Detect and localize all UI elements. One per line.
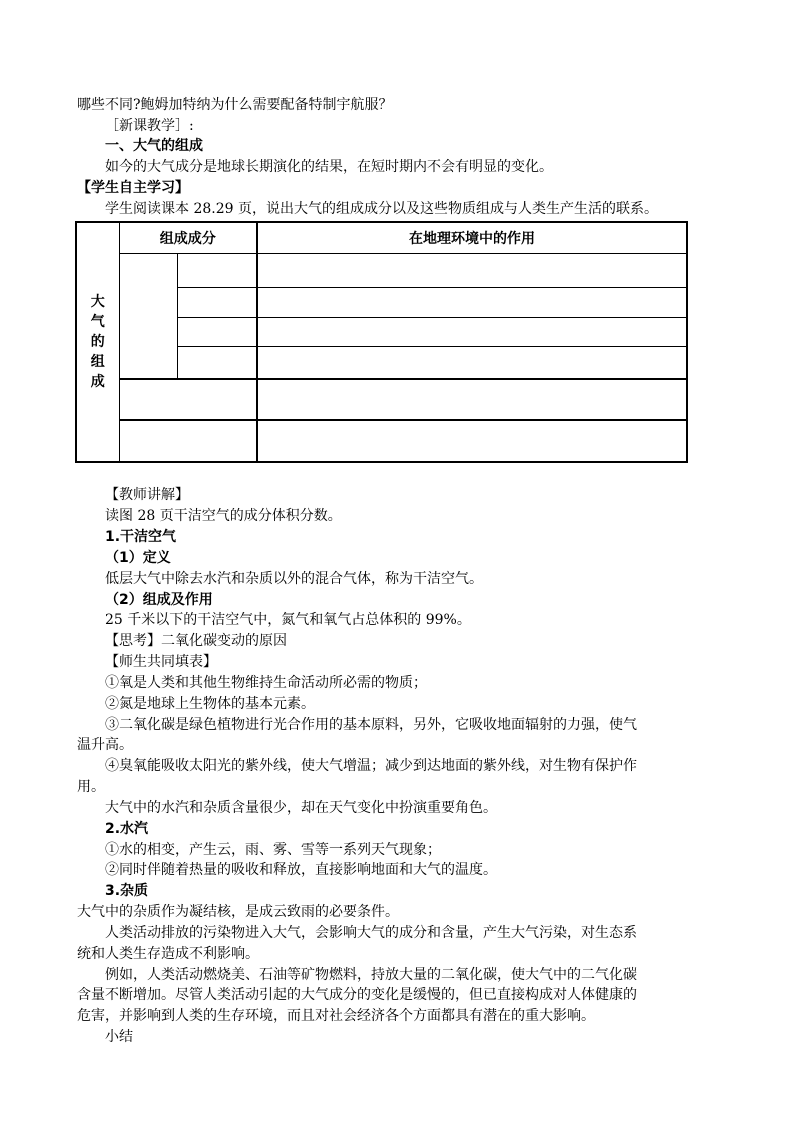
text-line: ①氧是人类和其他生物维持生命活动所必需的物质； <box>105 675 427 691</box>
col-header-role: 在地理环境中的作用 <box>257 222 687 253</box>
text-line: 用。 <box>77 779 105 795</box>
text-line: 危害，并影响到人类的生存环境，而且对社会经济各个方面都具有潜在的重大影响。 <box>77 1008 595 1024</box>
text-line: 哪些不同?鲍姆加特纳为什么需要配备特制宇航服？ <box>77 97 393 113</box>
atmosphere-composition-table <box>75 221 688 463</box>
table-cell <box>257 317 687 346</box>
text-line: 25 千米以下的干洁空气中，氮气和氧气占总体积的 99%。 <box>105 612 471 628</box>
text-line: ③二氧化碳是绿色植物进行光合作用的基本原料，另外，它吸收地面辐射的力强，使气 <box>105 717 637 733</box>
text-line: ②同时伴随着热量的吸收和释放，直接影响地面和大气的温度。 <box>105 862 497 878</box>
text-line: 例如，人类活动燃烧美、石油等矿物燃料，持放大量的二氧化碳，使大气中的二气化碳 <box>105 967 637 983</box>
table-cell <box>257 253 687 287</box>
section-heading: 一、大气的组成 <box>105 138 203 154</box>
table-cell <box>257 420 687 462</box>
section-heading: 【学生自主学习】 <box>77 180 189 196</box>
table-cell <box>177 317 257 346</box>
text-line: 人类活动排放的污染物进入大气，会影响大气的成分和含量，产生大气污染，对生态系 <box>105 925 637 941</box>
section-heading: 3.杂质 <box>105 883 149 899</box>
table-cell <box>177 253 257 287</box>
col-header-component: 组成成分 <box>119 222 257 253</box>
text-line: 低层大气中除去水汽和杂质以外的混合气体，称为干洁空气。 <box>105 571 483 587</box>
text-line: 统和人类生存造成不利影响。 <box>77 946 259 962</box>
text-line: ②氮是地球上生物体的基本元素。 <box>105 696 315 712</box>
table-cell <box>257 379 687 420</box>
text-line: ④臭氧能吸收太阳光的紫外线，使大气增温；减少到达地面的紫外线，对生物有保护作 <box>105 758 637 774</box>
text-line: ①水的相变，产生云，雨、雾、雪等一系列天气现象； <box>105 842 441 858</box>
table-cell <box>177 287 257 317</box>
text-line: 大气中的水汽和杂质含量很少，却在天气变化中扮演重要角色。 <box>105 800 497 816</box>
section-heading: 1.干洁空气 <box>105 529 177 545</box>
text-line: 温升高。 <box>77 737 133 753</box>
text-line: ［新课教学］: <box>105 118 194 134</box>
section-heading: （1）定义 <box>105 550 171 566</box>
text-line: 含量不断增加。尽管人类活动引起的大气成分的变化是缓慢的，但已直接构成对人体健康的 <box>77 987 637 1003</box>
text-line: 【教师讲解】 <box>105 487 189 503</box>
text-line: 【师生共同填表】 <box>105 654 217 670</box>
table-cell <box>177 346 257 379</box>
section-heading: （2）组成及作用 <box>105 592 213 608</box>
table-cell <box>119 253 177 379</box>
text-line: 学生阅读课本 28.29 页，说出大气的组成成分以及这些物质组成与人类生产生活的联系。 <box>105 201 658 217</box>
table-cell <box>119 379 257 420</box>
text-line: 大气中的杂质作为凝结核，是成云致雨的必要条件。 <box>77 904 399 920</box>
table-cell <box>257 346 687 379</box>
text-line: 【思考】二氧化碳变动的原因 <box>105 633 287 649</box>
text-line: 如今的大气成分是地球长期演化的结果，在短时期内不会有明显的变化。 <box>105 159 553 175</box>
section-heading: 2.水汽 <box>105 821 149 837</box>
text-line: 读图 28 页干洁空气的成分体积分数。 <box>105 508 342 524</box>
table-cell <box>119 420 257 462</box>
side-label: 大 气 的 组 成 <box>76 222 119 462</box>
table-cell <box>257 287 687 317</box>
text-line: 小结 <box>105 1029 133 1045</box>
